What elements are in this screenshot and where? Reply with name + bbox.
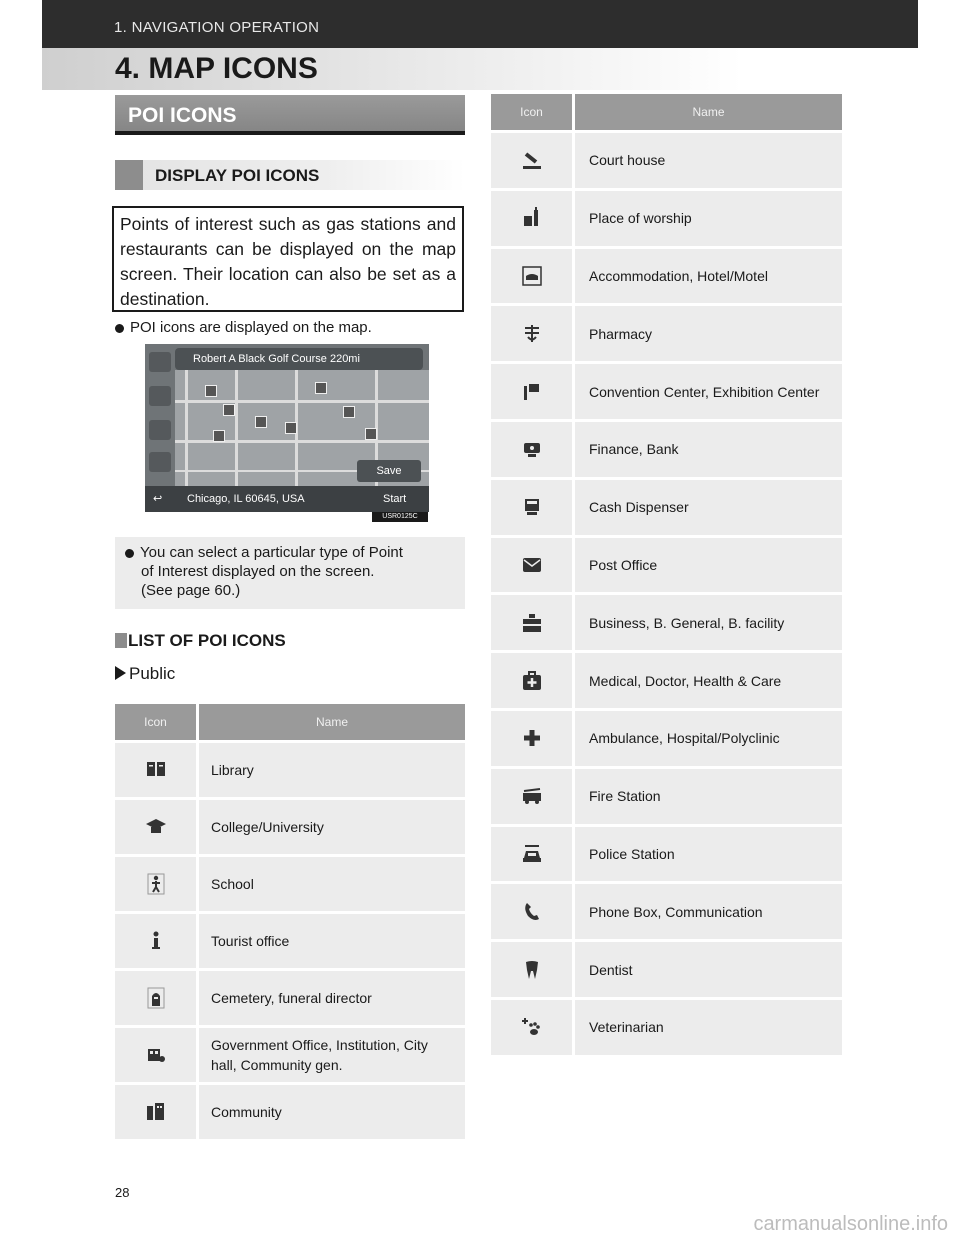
- poi-name: Government Office, Institution, City hall, Community gen.: [199, 1025, 465, 1082]
- table-row: [491, 535, 842, 593]
- poi-name: Tourist office: [199, 911, 465, 968]
- medical-icon: [520, 669, 544, 693]
- poi-name: Ambulance, Hospital/Polyclinic: [575, 708, 842, 766]
- bullet-dot-icon: [125, 549, 134, 558]
- icon-cell: [491, 477, 575, 535]
- top-bar: [42, 0, 918, 48]
- map-poi-icon[interactable]: [255, 416, 267, 428]
- map-poi-icon[interactable]: [213, 430, 225, 442]
- poi-name: Cemetery, funeral director: [199, 968, 465, 1025]
- finance-bank-icon: [520, 437, 544, 461]
- poi-table-public: [115, 704, 465, 1139]
- table-row: [491, 939, 842, 997]
- map-control-button[interactable]: [149, 352, 171, 372]
- icon-cell: [491, 246, 575, 304]
- icon-cell: [491, 535, 575, 593]
- table-row: [115, 1082, 465, 1139]
- map-poi-icon[interactable]: [223, 404, 235, 416]
- bullet-text: POI icons are displayed on the map.: [130, 319, 372, 336]
- pharmacy-icon: [520, 322, 544, 346]
- icon-cell: [491, 881, 575, 939]
- poi-name: Accommodation, Hotel/Motel: [575, 246, 842, 304]
- icon-cell: [491, 766, 575, 824]
- note-text-3: (See page 60.): [141, 582, 241, 599]
- post-office-icon: [520, 553, 544, 577]
- court-house-icon: [520, 148, 544, 172]
- save-button[interactable]: Save: [357, 460, 421, 482]
- table-row: [491, 361, 842, 419]
- poi-name-bar: Robert A Black Golf Course 220mi: [175, 348, 423, 370]
- map-poi-icon[interactable]: [365, 428, 377, 440]
- business-icon: [520, 611, 544, 635]
- poi-table-continued: [491, 94, 842, 1055]
- sub-header-marker: [115, 160, 143, 190]
- poi-name: Veterinarian: [575, 997, 842, 1055]
- icon-cell: [491, 997, 575, 1055]
- table-row: [491, 650, 842, 708]
- back-icon[interactable]: ↩: [153, 493, 163, 505]
- table-row: [115, 797, 465, 854]
- poi-name: Library: [199, 740, 465, 797]
- section-title: POI ICONS: [128, 104, 237, 127]
- map-poi-icon[interactable]: [315, 382, 327, 394]
- page-number: 28: [115, 1185, 130, 1200]
- icon-cell: [491, 130, 575, 188]
- icon-cell: [491, 188, 575, 246]
- table-row: [491, 246, 842, 304]
- table-row: [491, 419, 842, 477]
- icon-cell: [491, 650, 575, 708]
- dentist-icon: [520, 958, 544, 982]
- police-station-icon: [520, 842, 544, 866]
- heading-marker: [115, 633, 127, 648]
- table-row: [491, 592, 842, 650]
- section-label: 1. NAVIGATION OPERATION: [114, 19, 320, 36]
- icon-cell: [491, 824, 575, 882]
- icon-cell: [115, 854, 199, 911]
- table-row: [491, 188, 842, 246]
- government-office-icon: [144, 1043, 168, 1067]
- table-row: [115, 968, 465, 1025]
- icon-cell: [491, 419, 575, 477]
- table-row: [491, 303, 842, 361]
- map-view-button[interactable]: [149, 452, 171, 472]
- place-of-worship-icon: [520, 206, 544, 230]
- col-header-name: Name: [199, 704, 465, 740]
- convention-center-icon: [520, 380, 544, 404]
- map-poi-icon[interactable]: [343, 406, 355, 418]
- table-row: [491, 708, 842, 766]
- poi-name: Post Office: [575, 535, 842, 593]
- poi-name: Community: [199, 1082, 465, 1139]
- icon-cell: [115, 1025, 199, 1082]
- watermark: carmanualsonline.info: [753, 1213, 948, 1235]
- col-header-icon: Icon: [491, 94, 575, 130]
- table-row: [491, 997, 842, 1055]
- poi-name: College/University: [199, 797, 465, 854]
- poi-name: Business, B. General, B. facility: [575, 592, 842, 650]
- list-heading: LIST OF POI ICONS: [115, 631, 286, 651]
- bullet-dot-icon: [115, 324, 124, 333]
- note-text-2: of Interest displayed on the screen.: [141, 563, 375, 580]
- section-header: [115, 95, 465, 135]
- poi-name: Phone Box, Communication: [575, 881, 842, 939]
- image-code: USR0125C: [372, 512, 428, 522]
- poi-name: Court house: [575, 130, 842, 188]
- address-bar: [145, 486, 429, 512]
- table-row: [115, 740, 465, 797]
- poi-name: Cash Dispenser: [575, 477, 842, 535]
- library-icon: [144, 758, 168, 782]
- cemetery-icon: [144, 986, 168, 1010]
- poi-name: Police Station: [575, 824, 842, 882]
- fire-station-icon: [520, 784, 544, 808]
- icon-cell: [491, 939, 575, 997]
- icon-cell: [115, 968, 199, 1025]
- icon-cell: [491, 303, 575, 361]
- icon-cell: [115, 911, 199, 968]
- col-header-icon: Icon: [115, 704, 199, 740]
- map-poi-icon[interactable]: [285, 422, 297, 434]
- icon-cell: [115, 740, 199, 797]
- accommodation-icon: [520, 264, 544, 288]
- bullet-item: [115, 318, 372, 338]
- poi-name: Pharmacy: [575, 303, 842, 361]
- map-screenshot: [145, 344, 429, 512]
- poi-name: Dentist: [575, 939, 842, 997]
- ambulance-icon: [520, 726, 544, 750]
- col-header-name: Name: [575, 94, 842, 130]
- table-row: [115, 911, 465, 968]
- start-button[interactable]: Start: [383, 493, 407, 505]
- map-poi-icon[interactable]: [205, 385, 217, 397]
- table-row: [491, 881, 842, 939]
- table-row: [491, 477, 842, 535]
- icon-cell: [491, 708, 575, 766]
- phone-box-icon: [520, 900, 544, 924]
- poi-name: Convention Center, Exhibition Center: [575, 361, 842, 419]
- sub-header: [115, 160, 465, 190]
- community-icon: [144, 1100, 168, 1124]
- page-title: 4. MAP ICONS: [115, 52, 318, 85]
- table-row: [115, 854, 465, 911]
- cash-dispenser-icon: [520, 495, 544, 519]
- table-row: [491, 130, 842, 188]
- note-box: [115, 537, 465, 609]
- sub-header-title: DISPLAY POI ICONS: [155, 166, 320, 185]
- poi-name: Place of worship: [575, 188, 842, 246]
- veterinarian-icon: [520, 1015, 544, 1039]
- school-icon: [144, 872, 168, 896]
- college-icon: [144, 815, 168, 839]
- address-text: Chicago, IL 60645, USA: [187, 493, 305, 505]
- triangle-right-icon: [115, 666, 126, 680]
- icon-cell: [115, 1082, 199, 1139]
- table-row: [491, 766, 842, 824]
- table-row: [115, 1025, 465, 1082]
- poi-name: Medical, Doctor, Health & Care: [575, 650, 842, 708]
- note-text-1: You can select a particular type of Point: [140, 544, 403, 561]
- icon-cell: [491, 361, 575, 419]
- zoom-out-button[interactable]: [149, 420, 171, 440]
- tourist-office-icon: [144, 929, 168, 953]
- category-label: Public: [115, 664, 175, 684]
- icon-cell: [491, 592, 575, 650]
- intro-box: Points of interest such as gas stations and restaurants can be displayed on the map screen. Their location can also be set as a destination.: [112, 206, 464, 312]
- table-row: [491, 824, 842, 882]
- zoom-in-button[interactable]: [149, 386, 171, 406]
- poi-name: School: [199, 854, 465, 911]
- poi-name: Fire Station: [575, 766, 842, 824]
- icon-cell: [115, 797, 199, 854]
- poi-name: Finance, Bank: [575, 419, 842, 477]
